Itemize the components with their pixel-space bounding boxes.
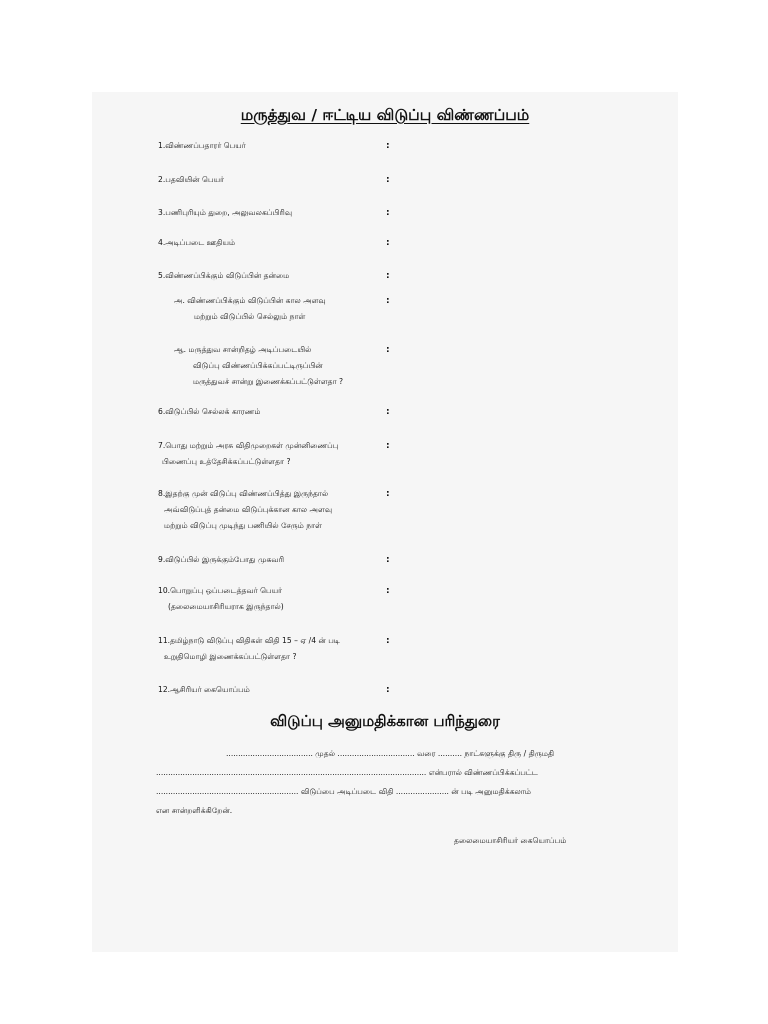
- field-colon: :: [386, 238, 390, 248]
- field-label-line: 9.விடுப்பில் இருக்கும்போது முகவரி: [158, 555, 285, 564]
- form-title: மருத்துவ / ஈட்டிய விடுப்பு விண்ணப்பம்: [240, 106, 530, 124]
- field-label-line: 3.பணிபுரியும் துறை, அலுவலகப்பிரிவு: [158, 208, 293, 217]
- field-label-6: [174, 293, 326, 325]
- field-label-line: 5.விண்ணப்பிக்கும் விடுப்பின் தன்மை: [158, 271, 290, 280]
- field-label-line: மருத்துவச் சான்று இணைக்கப்பட்டுள்ளதா ?: [193, 377, 343, 386]
- field-label-line: அவ்விடுப்புத் தன்மை விடுப்புக்கான கால அளவு: [164, 505, 333, 514]
- field-label-7: [174, 342, 343, 390]
- field-label-line: 6.விடுப்பில் செல்லக் காரணம்: [158, 407, 261, 416]
- field-colon: :: [386, 489, 390, 499]
- field-label-3: [158, 205, 292, 221]
- field-colon: :: [386, 685, 390, 695]
- field-label-line: ஆ. மருத்துவ சான்றிதழ் அடிப்படையில்: [174, 345, 312, 354]
- field-colon: :: [386, 271, 390, 281]
- recommendation-line: ................................................................................................................ என்பரால் விண்ணப்பிக்கப்பட்ட: [156, 768, 538, 777]
- field-label-8: [158, 404, 260, 420]
- field-label-13: [158, 633, 340, 665]
- recommendation-title: விடுப்பு அனுமதிக்கான பரிந்துரை: [270, 712, 500, 730]
- headmaster-signature: தலைமையாசிரியர் கையொப்பம்: [454, 836, 567, 845]
- field-label-line: விடுப்பு விண்ணப்பிக்கப்பட்டிருப்பின்: [193, 361, 323, 370]
- field-colon: :: [386, 586, 390, 596]
- field-colon: :: [386, 208, 390, 218]
- field-colon: :: [386, 175, 390, 185]
- field-label-line: (தலைமையாசிரியராக இருந்தால்): [168, 602, 284, 611]
- field-label-line: அ. விண்ணப்பிக்கும் விடுப்பின் கால அளவு: [174, 296, 326, 305]
- field-label-9: [158, 438, 338, 470]
- field-colon: :: [386, 555, 390, 565]
- field-label-line: 10.பொறுப்பு ஒப்படைத்தவர் பெயர்: [158, 586, 283, 595]
- field-label-11: [158, 552, 284, 568]
- field-label-line: 4.அடிப்படை ஊதியம்: [158, 238, 236, 247]
- field-label-line: உறுதிமொழி இணைக்கப்பட்டுள்ளதா ?: [164, 652, 297, 661]
- field-label-line: 1.விண்ணப்பதாரர் பெயர்: [158, 141, 246, 150]
- form-page: [92, 92, 678, 952]
- field-colon: :: [386, 441, 390, 451]
- recommendation-line: ........................................................... விடுப்பை அடிப்படை விதி ...................... ன் படி அனுமதிக்கலாம்: [156, 787, 531, 796]
- field-label-12: [158, 583, 284, 615]
- field-label-line: மற்றும் விடுப்பு முடிந்து பணியில் சேரும் நாள்: [164, 521, 322, 530]
- recommendation-line: .................................... முதல் ................................ வரை .......... நாட்களுக்கு திரு / திருமதி: [226, 749, 555, 758]
- field-label-14: [158, 682, 250, 698]
- field-label-line: 2.பதவியின் பெயர்: [158, 175, 225, 184]
- field-label-line: மற்றும் விடுப்பில் செல்லும் நாள்: [194, 312, 306, 321]
- field-label-line: 11.தமிழ்நாடு விடுப்பு விதிகள் விதி 15 – ஏ /4 ன் படி: [158, 636, 340, 645]
- field-colon: :: [386, 407, 390, 417]
- field-label-2: [158, 172, 224, 188]
- field-label-10: [158, 486, 332, 534]
- field-label-1: [158, 138, 246, 154]
- field-label-line: 12.ஆசிரியர் கையொப்பம்: [158, 685, 250, 694]
- field-colon: :: [386, 296, 390, 306]
- field-colon: :: [386, 345, 390, 355]
- field-label-line: 8.இதற்கு முன் விடுப்பு விண்ணப்பித்து இருந்தால்: [158, 489, 329, 498]
- field-colon: :: [386, 141, 390, 151]
- recommendation-text: [156, 744, 554, 820]
- field-colon: :: [386, 636, 390, 646]
- field-label-4: [158, 235, 235, 251]
- field-label-line: பிணைப்பு உத்தேசிக்கப்பட்டுள்ளதா ?: [162, 457, 291, 466]
- recommendation-line: என சான்றளிக்கிறேன்.: [156, 806, 233, 815]
- field-label-line: 7.பொது மற்றும் அரசு விதிமுறைகள் முன்னிணைப்பு: [158, 441, 339, 450]
- field-label-5: [158, 268, 289, 284]
